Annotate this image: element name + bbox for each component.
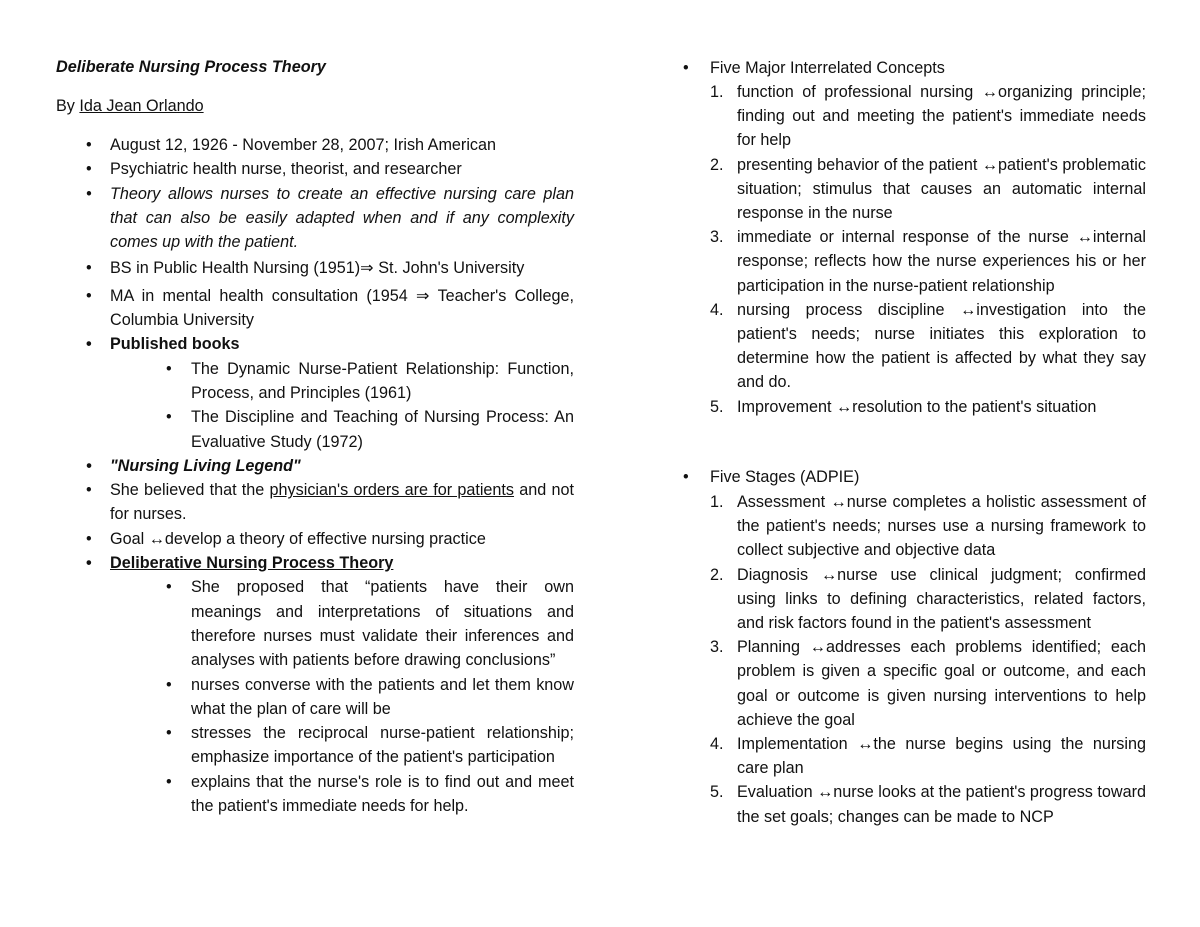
bullet: • (683, 59, 689, 77)
concept-item (683, 80, 1146, 153)
theory-point: • nurses converse with the patients and let them know what the plan of care will be (110, 673, 574, 722)
item-text: Planning ↔addresses each problems identified; each problem is given a specific goal or outcome, and each goal or outcome is given nursing interventions to help achieve the goal (737, 638, 1146, 729)
item-text: immediate or internal response of the nurse ↔internal response; reflects how the nurse experiences his or her participation in the nurse-patient relationship (737, 228, 1146, 295)
stage-item (683, 490, 1146, 563)
item-number: 2. (710, 565, 724, 584)
theory-heading: Deliberative Nursing Process Theory (110, 554, 394, 573)
item-number: 3. (710, 638, 724, 657)
bullet: • (683, 468, 689, 486)
item-number: 4. (710, 300, 724, 319)
orders-text: She believed that the (110, 481, 270, 500)
published-books-heading: Published books (110, 335, 240, 354)
stages-heading-text: Five Stages (ADPIE) (710, 468, 860, 486)
concept-item (683, 153, 1146, 226)
list-item: • "Nursing Living Legend" (56, 454, 574, 478)
concept-item (683, 225, 1146, 298)
concept-item (683, 395, 1146, 419)
item-number: 1. (710, 83, 724, 101)
list-item: • MA in mental health consultation (1954 ⇒ Teacher's College, Columbia University (56, 284, 574, 333)
author-name: Ida Jean Orlando (79, 97, 204, 115)
item-text: Improvement ↔resolution to the patient's situation (737, 397, 1097, 416)
stages-list (683, 490, 1146, 829)
theory-point: • explains that the nurse's role is to find out and meet the patient's immediate needs for help. (110, 770, 574, 819)
item-number: 5. (710, 397, 724, 416)
list-item: • Psychiatric health nurse, theorist, and researcher (56, 157, 574, 181)
books-list (110, 357, 574, 454)
byline (56, 94, 204, 118)
item-text: presenting behavior of the patient ↔patient's problematic situation; stimulus that causes an automatic internal response in the nurse (737, 155, 1146, 223)
concept-item (683, 298, 1146, 395)
stage-item (683, 780, 1146, 828)
list-item: • Theory allows nurses to create an effective nursing care plan that can also be easily adapted when and if any complexity comes up with the patient. (56, 182, 574, 255)
stage-item (683, 563, 1146, 636)
item-number: 5. (710, 783, 724, 802)
byline-prefix: By (56, 97, 75, 115)
book-item: • The Discipline and Teaching of Nursing Process: An Evaluative Study (1972) (110, 405, 574, 454)
orders-text-end: and not for nurses. (110, 481, 574, 524)
list-item-orders (56, 478, 574, 527)
item-text: function of professional nursing ↔organizing principle; finding out and meeting the patient's immediate needs for help (737, 83, 1146, 150)
list-item: • August 12, 1926 - November 28, 2007; Irish American (56, 133, 574, 157)
item-text: Evaluation ↔nurse looks at the patient's progress toward the set goals; changes can be made to NCP (737, 783, 1146, 826)
orders-underlined: physician's orders are for patients (269, 481, 515, 500)
item-text: Assessment ↔nurse completes a holistic assessment of the patient's needs; nurses use a nursing framework to collect subjective and objective data (737, 493, 1146, 560)
list-item-published-books (56, 332, 574, 453)
bio-list (56, 133, 574, 818)
list-item: • BS in Public Health Nursing (1951)⇒ St. John's University (56, 256, 574, 280)
item-text: Implementation ↔the nurse begins using the nursing care plan (737, 735, 1146, 778)
item-text: Diagnosis ↔nurse use clinical judgment; confirmed using links to defining characteristics, related factors, and risk factors found in the patient's assessment (737, 565, 1146, 633)
item-number: 1. (710, 493, 724, 511)
item-text: nursing process discipline ↔investigation into the patient's needs; nurse initiates this exploration to determine how the patient is affected by what they say and do. (737, 300, 1146, 392)
list-item: • Goal ↔develop a theory of effective nursing practice (56, 527, 574, 551)
stage-item (683, 732, 1146, 780)
concepts-list (683, 80, 1146, 419)
item-number: 2. (710, 155, 724, 174)
theory-point: • She proposed that “patients have their own meanings and interpretations of situations and therefore nurses must validate their inferences and analyses with patients before drawing conclusions” (110, 575, 574, 672)
item-number: 4. (710, 735, 724, 754)
list-item-theory (56, 551, 574, 818)
concepts-heading-text: Five Major Interrelated Concepts (710, 59, 945, 77)
stage-item (683, 635, 1146, 732)
theory-points-list (110, 575, 574, 818)
item-number: 3. (710, 228, 724, 247)
theory-point: • stresses the reciprocal nurse-patient relationship; emphasize importance of the patient's participation (110, 721, 574, 770)
book-item: • The Dynamic Nurse-Patient Relationship: Function, Process, and Principles (1961) (110, 357, 574, 406)
document-title: Deliberate Nursing Process Theory (56, 58, 326, 76)
